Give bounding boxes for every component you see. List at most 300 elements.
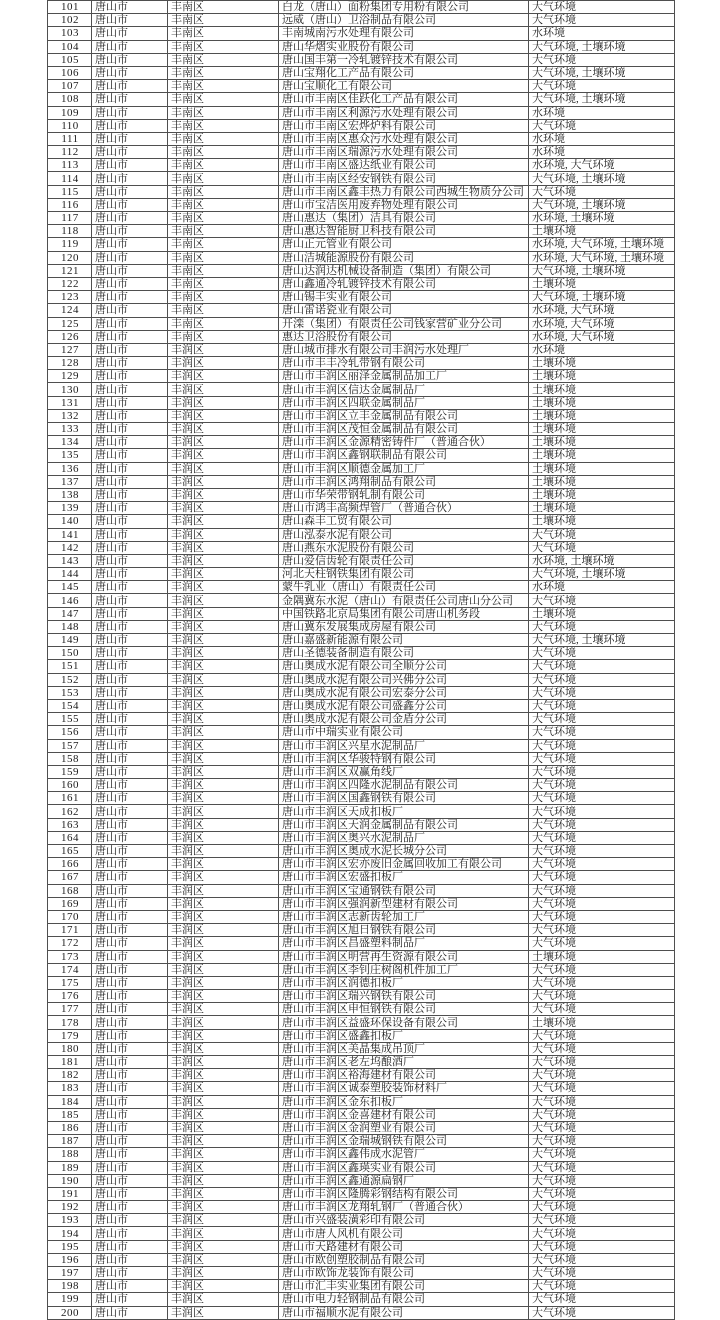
environment-category-cell: 土壤环境 — [529, 423, 675, 436]
environment-category-cell: 大气环境 — [529, 119, 675, 132]
company-name-cell: 唐山正元管业有限公司 — [279, 238, 529, 251]
environment-category-cell: 土壤环境 — [529, 370, 675, 383]
environment-category-cell: 土壤环境 — [529, 502, 675, 515]
row-number-cell: 190 — [48, 1174, 92, 1187]
city-cell: 唐山市 — [92, 304, 168, 317]
table-row — [48, 449, 675, 462]
row-number-cell: 117 — [48, 212, 92, 225]
company-name-cell: 唐山市丰润区诚泰塑胶装饰材料厂 — [279, 1082, 529, 1095]
environment-category-cell: 大气环境, 土壤环境 — [529, 93, 675, 106]
district-cell: 丰南区 — [168, 238, 279, 251]
district-cell: 丰润区 — [168, 1187, 279, 1200]
city-cell: 唐山市 — [92, 27, 168, 40]
city-cell: 唐山市 — [92, 423, 168, 436]
table-row — [48, 541, 675, 554]
environment-category-cell: 土壤环境 — [529, 277, 675, 290]
environment-category-cell: 大气环境 — [529, 53, 675, 66]
table-row — [48, 212, 675, 225]
row-number-cell: 179 — [48, 1029, 92, 1042]
company-name-cell: 唐山市丰润区志新齿轮加工厂 — [279, 910, 529, 923]
row-number-cell: 160 — [48, 779, 92, 792]
table-row — [48, 1280, 675, 1293]
district-cell: 丰润区 — [168, 488, 279, 501]
row-number-cell: 124 — [48, 304, 92, 317]
city-cell: 唐山市 — [92, 660, 168, 673]
district-cell: 丰润区 — [168, 357, 279, 370]
table-row — [48, 871, 675, 884]
city-cell: 唐山市 — [92, 449, 168, 462]
row-number-cell: 128 — [48, 357, 92, 370]
district-cell: 丰润区 — [168, 1253, 279, 1266]
district-cell: 丰润区 — [168, 765, 279, 778]
row-number-cell: 177 — [48, 1003, 92, 1016]
city-cell: 唐山市 — [92, 568, 168, 581]
company-name-cell: 唐山奥成水泥有限公司全顺分公司 — [279, 660, 529, 673]
row-number-cell: 184 — [48, 1095, 92, 1108]
company-name-cell: 唐山锡丰实业有限公司 — [279, 291, 529, 304]
table-row — [48, 647, 675, 660]
table-row — [48, 106, 675, 119]
district-cell: 丰润区 — [168, 726, 279, 739]
district-cell: 丰润区 — [168, 673, 279, 686]
row-number-cell: 192 — [48, 1201, 92, 1214]
environment-category-cell: 水环境, 大气环境, 土壤环境 — [529, 251, 675, 264]
environment-category-cell: 大气环境 — [529, 80, 675, 93]
environment-category-cell: 大气环境, 土壤环境 — [529, 264, 675, 277]
environment-category-cell: 大气环境, 土壤环境 — [529, 172, 675, 185]
city-cell: 唐山市 — [92, 937, 168, 950]
company-name-cell: 唐山市丰润区天成扣板厂 — [279, 805, 529, 818]
city-cell: 唐山市 — [92, 1135, 168, 1148]
row-number-cell: 178 — [48, 1016, 92, 1029]
environment-category-cell: 大气环境 — [529, 1069, 675, 1082]
city-cell: 唐山市 — [92, 1016, 168, 1029]
row-number-cell: 116 — [48, 198, 92, 211]
company-name-cell: 唐山达润达机械设备制造（集团）有限公司 — [279, 264, 529, 277]
city-cell: 唐山市 — [92, 515, 168, 528]
table-row — [48, 1227, 675, 1240]
company-name-cell: 唐山雷诺瓷业有限公司 — [279, 304, 529, 317]
city-cell: 唐山市 — [92, 963, 168, 976]
district-cell: 丰润区 — [168, 1214, 279, 1227]
district-cell: 丰润区 — [168, 607, 279, 620]
table-body — [48, 1, 675, 1320]
environment-category-cell: 土壤环境 — [529, 475, 675, 488]
row-number-cell: 167 — [48, 871, 92, 884]
table-row — [48, 845, 675, 858]
row-number-cell: 196 — [48, 1253, 92, 1266]
table-row — [48, 831, 675, 844]
district-cell: 丰南区 — [168, 159, 279, 172]
row-number-cell: 145 — [48, 581, 92, 594]
environment-category-cell: 大气环境 — [529, 990, 675, 1003]
environment-category-cell: 大气环境 — [529, 1121, 675, 1134]
table-row — [48, 897, 675, 910]
table-row — [48, 726, 675, 739]
city-cell: 唐山市 — [92, 699, 168, 712]
city-cell: 唐山市 — [92, 1003, 168, 1016]
environment-category-cell: 大气环境 — [529, 1187, 675, 1200]
district-cell: 丰润区 — [168, 475, 279, 488]
row-number-cell: 136 — [48, 462, 92, 475]
district-cell: 丰润区 — [168, 383, 279, 396]
district-cell: 丰润区 — [168, 423, 279, 436]
environment-category-cell: 土壤环境 — [529, 436, 675, 449]
district-cell: 丰南区 — [168, 146, 279, 159]
company-name-cell: 唐山市唐人风机有限公司 — [279, 1227, 529, 1240]
row-number-cell: 129 — [48, 370, 92, 383]
row-number-cell: 185 — [48, 1108, 92, 1121]
company-name-cell: 河北天柱钢铁集团有限公司 — [279, 568, 529, 581]
table-row — [48, 699, 675, 712]
row-number-cell: 153 — [48, 686, 92, 699]
row-number-cell: 180 — [48, 1042, 92, 1055]
city-cell: 唐山市 — [92, 990, 168, 1003]
environment-category-cell: 大气环境 — [529, 1, 675, 14]
table-row — [48, 858, 675, 871]
company-name-cell: 唐山市丰南区盛达纸业有限公司 — [279, 159, 529, 172]
district-cell: 丰润区 — [168, 699, 279, 712]
table-row — [48, 238, 675, 251]
row-number-cell: 132 — [48, 409, 92, 422]
environment-category-cell: 大气环境 — [529, 858, 675, 871]
environment-category-cell: 大气环境 — [529, 1267, 675, 1280]
row-number-cell: 161 — [48, 792, 92, 805]
table-row — [48, 80, 675, 93]
environment-category-cell: 大气环境 — [529, 686, 675, 699]
company-name-cell: 唐山市兴盛装潢彩印有限公司 — [279, 1214, 529, 1227]
city-cell: 唐山市 — [92, 818, 168, 831]
city-cell: 唐山市 — [92, 198, 168, 211]
city-cell: 唐山市 — [92, 845, 168, 858]
company-name-cell: 唐山市丰润区奥成水泥长城分公司 — [279, 845, 529, 858]
company-name-cell: 唐山市丰润区益盛环保设备有限公司 — [279, 1016, 529, 1029]
table-row — [48, 370, 675, 383]
company-name-cell: 唐山市丰丰冷轧带钢有限公司 — [279, 357, 529, 370]
company-name-cell: 唐山鑫通冷轧镀锌技术有限公司 — [279, 277, 529, 290]
district-cell: 丰润区 — [168, 515, 279, 528]
company-name-cell: 唐山市丰润区茂恒金属制品有限公司 — [279, 423, 529, 436]
company-name-cell: 唐山圣德装备制造有限公司 — [279, 647, 529, 660]
enterprise-environment-table — [47, 0, 675, 1320]
table-row — [48, 554, 675, 567]
district-cell: 丰润区 — [168, 1082, 279, 1095]
city-cell: 唐山市 — [92, 976, 168, 989]
company-name-cell: 唐山爱信齿轮有限责任公司 — [279, 554, 529, 567]
city-cell: 唐山市 — [92, 805, 168, 818]
company-name-cell: 唐山市欧饰龙装饰有限公司 — [279, 1267, 529, 1280]
company-name-cell: 唐山市鸿丰高频焊管厂（普通合伙） — [279, 502, 529, 515]
row-number-cell: 165 — [48, 845, 92, 858]
company-name-cell: 唐山燕东水泥股份有限公司 — [279, 541, 529, 554]
city-cell: 唐山市 — [92, 1095, 168, 1108]
company-name-cell: 唐山市丰润区盛鑫扣板厂 — [279, 1029, 529, 1042]
table-row — [48, 976, 675, 989]
row-number-cell: 123 — [48, 291, 92, 304]
city-cell: 唐山市 — [92, 212, 168, 225]
table-row — [48, 607, 675, 620]
environment-category-cell: 大气环境 — [529, 779, 675, 792]
environment-category-cell: 大气环境, 土壤环境 — [529, 66, 675, 79]
environment-category-cell: 大气环境 — [529, 845, 675, 858]
row-number-cell: 139 — [48, 502, 92, 515]
environment-category-cell: 大气环境 — [529, 14, 675, 27]
city-cell: 唐山市 — [92, 436, 168, 449]
district-cell: 丰南区 — [168, 277, 279, 290]
environment-category-cell: 大气环境 — [529, 673, 675, 686]
row-number-cell: 114 — [48, 172, 92, 185]
company-name-cell: 唐山市中瑞实业有限公司 — [279, 726, 529, 739]
district-cell: 丰润区 — [168, 1135, 279, 1148]
city-cell: 唐山市 — [92, 1240, 168, 1253]
city-cell: 唐山市 — [92, 752, 168, 765]
environment-category-cell: 大气环境 — [529, 660, 675, 673]
table-row — [48, 805, 675, 818]
row-number-cell: 197 — [48, 1267, 92, 1280]
city-cell: 唐山市 — [92, 146, 168, 159]
city-cell: 唐山市 — [92, 1227, 168, 1240]
company-name-cell: 唐山市丰润区国鑫钢铁有限公司 — [279, 792, 529, 805]
environment-category-cell: 大气环境 — [529, 1174, 675, 1187]
city-cell: 唐山市 — [92, 1161, 168, 1174]
environment-category-cell: 大气环境 — [529, 924, 675, 937]
company-name-cell: 唐山市丰润区鑫钢联制品有限公司 — [279, 449, 529, 462]
company-name-cell: 唐山市丰润区兴星水泥制品厂 — [279, 739, 529, 752]
district-cell: 丰南区 — [168, 80, 279, 93]
environment-category-cell: 土壤环境 — [529, 950, 675, 963]
city-cell: 唐山市 — [92, 620, 168, 633]
table-row — [48, 1029, 675, 1042]
environment-category-cell: 大气环境 — [529, 647, 675, 660]
enterprise-environment-table-wrap — [47, 0, 674, 1319]
city-cell: 唐山市 — [92, 53, 168, 66]
table-row — [48, 119, 675, 132]
row-number-cell: 111 — [48, 132, 92, 145]
district-cell: 丰润区 — [168, 739, 279, 752]
district-cell: 丰润区 — [168, 1108, 279, 1121]
environment-category-cell: 大气环境, 土壤环境 — [529, 40, 675, 53]
row-number-cell: 154 — [48, 699, 92, 712]
row-number-cell: 157 — [48, 739, 92, 752]
city-cell: 唐山市 — [92, 581, 168, 594]
row-number-cell: 137 — [48, 475, 92, 488]
table-row — [48, 462, 675, 475]
city-cell: 唐山市 — [92, 66, 168, 79]
company-name-cell: 唐山市丰润区立丰金属制品有限公司 — [279, 409, 529, 422]
district-cell: 丰南区 — [168, 27, 279, 40]
city-cell: 唐山市 — [92, 106, 168, 119]
district-cell: 丰润区 — [168, 1227, 279, 1240]
company-name-cell: 蒙牛乳业（唐山）有限责任公司 — [279, 581, 529, 594]
table-row — [48, 1267, 675, 1280]
environment-category-cell: 土壤环境 — [529, 607, 675, 620]
district-cell: 丰润区 — [168, 620, 279, 633]
company-name-cell: 唐山嘉盛新能源有限公司 — [279, 634, 529, 647]
row-number-cell: 142 — [48, 541, 92, 554]
environment-category-cell: 大气环境 — [529, 1280, 675, 1293]
city-cell: 唐山市 — [92, 225, 168, 238]
environment-category-cell: 大气环境 — [529, 1135, 675, 1148]
city-cell: 唐山市 — [92, 765, 168, 778]
table-row — [48, 291, 675, 304]
row-number-cell: 147 — [48, 607, 92, 620]
company-name-cell: 唐山市丰南区宏烨炉料有限公司 — [279, 119, 529, 132]
city-cell: 唐山市 — [92, 910, 168, 923]
environment-category-cell: 大气环境 — [529, 528, 675, 541]
company-name-cell: 唐山市欧创塑胶制品有限公司 — [279, 1253, 529, 1266]
table-row — [48, 93, 675, 106]
row-number-cell: 148 — [48, 620, 92, 633]
table-row — [48, 765, 675, 778]
company-name-cell: 唐山市丰润区瑞兴钢铁有限公司 — [279, 990, 529, 1003]
table-row — [48, 488, 675, 501]
district-cell: 丰润区 — [168, 897, 279, 910]
table-row — [48, 66, 675, 79]
row-number-cell: 155 — [48, 713, 92, 726]
company-name-cell: 远威（唐山）卫浴制品有限公司 — [279, 14, 529, 27]
city-cell: 唐山市 — [92, 1029, 168, 1042]
city-cell: 唐山市 — [92, 1121, 168, 1134]
district-cell: 丰润区 — [168, 1042, 279, 1055]
district-cell: 丰南区 — [168, 317, 279, 330]
city-cell: 唐山市 — [92, 726, 168, 739]
table-row — [48, 568, 675, 581]
district-cell: 丰南区 — [168, 185, 279, 198]
table-row — [48, 132, 675, 145]
environment-category-cell: 大气环境 — [529, 1161, 675, 1174]
table-row — [48, 1214, 675, 1227]
company-name-cell: 唐山惠达智能厨卫科技有限公司 — [279, 225, 529, 238]
company-name-cell: 唐山宝翔化工产品有限公司 — [279, 66, 529, 79]
company-name-cell: 唐山市丰润区昌盛塑料制品厂 — [279, 937, 529, 950]
row-number-cell: 105 — [48, 53, 92, 66]
city-cell: 唐山市 — [92, 1174, 168, 1187]
district-cell: 丰润区 — [168, 871, 279, 884]
company-name-cell: 唐山市丰润区天润金属制品有限公司 — [279, 818, 529, 831]
environment-category-cell: 大气环境 — [529, 594, 675, 607]
district-cell: 丰润区 — [168, 541, 279, 554]
company-name-cell: 唐山市丰润区宏盛扣板厂 — [279, 871, 529, 884]
city-cell: 唐山市 — [92, 713, 168, 726]
company-name-cell: 唐山宝顺化工有限公司 — [279, 80, 529, 93]
district-cell: 丰润区 — [168, 910, 279, 923]
company-name-cell: 唐山市丰南区瑞源污水处理有限公司 — [279, 146, 529, 159]
company-name-cell: 唐山市丰润区美晶集成吊顶厂 — [279, 1042, 529, 1055]
district-cell: 丰润区 — [168, 1148, 279, 1161]
environment-category-cell: 水环境, 大气环境, 土壤环境 — [529, 238, 675, 251]
table-row — [48, 304, 675, 317]
city-cell: 唐山市 — [92, 251, 168, 264]
row-number-cell: 107 — [48, 80, 92, 93]
row-number-cell: 122 — [48, 277, 92, 290]
environment-category-cell: 水环境 — [529, 132, 675, 145]
table-row — [48, 634, 675, 647]
city-cell: 唐山市 — [92, 132, 168, 145]
city-cell: 唐山市 — [92, 739, 168, 752]
district-cell: 丰润区 — [168, 634, 279, 647]
district-cell: 丰南区 — [168, 53, 279, 66]
table-row — [48, 1135, 675, 1148]
row-number-cell: 133 — [48, 423, 92, 436]
table-row — [48, 1003, 675, 1016]
environment-category-cell: 土壤环境 — [529, 515, 675, 528]
company-name-cell: 唐山市福顺水泥有限公司 — [279, 1306, 529, 1319]
district-cell: 丰润区 — [168, 396, 279, 409]
district-cell: 丰南区 — [168, 93, 279, 106]
row-number-cell: 174 — [48, 963, 92, 976]
city-cell: 唐山市 — [92, 1108, 168, 1121]
city-cell: 唐山市 — [92, 119, 168, 132]
district-cell: 丰润区 — [168, 1240, 279, 1253]
company-name-cell: 唐山市丰润区鑫通源扁钢厂 — [279, 1174, 529, 1187]
district-cell: 丰南区 — [168, 198, 279, 211]
company-name-cell: 开滦（集团）有限责任公司钱家营矿业分公司 — [279, 317, 529, 330]
district-cell: 丰润区 — [168, 1029, 279, 1042]
row-number-cell: 151 — [48, 660, 92, 673]
table-row — [48, 159, 675, 172]
company-name-cell: 唐山市丰润区双赢角线厂 — [279, 765, 529, 778]
table-row — [48, 1201, 675, 1214]
city-cell: 唐山市 — [92, 238, 168, 251]
environment-category-cell: 水环境 — [529, 106, 675, 119]
environment-category-cell: 土壤环境 — [529, 462, 675, 475]
city-cell: 唐山市 — [92, 159, 168, 172]
environment-category-cell: 大气环境 — [529, 699, 675, 712]
district-cell: 丰润区 — [168, 1267, 279, 1280]
row-number-cell: 101 — [48, 1, 92, 14]
company-name-cell: 唐山市丰南区鑫丰热力有限公司西城生物质分公司 — [279, 185, 529, 198]
city-cell: 唐山市 — [92, 80, 168, 93]
environment-category-cell: 大气环境 — [529, 1227, 675, 1240]
row-number-cell: 144 — [48, 568, 92, 581]
environment-category-cell: 大气环境 — [529, 1253, 675, 1266]
district-cell: 丰润区 — [168, 462, 279, 475]
company-name-cell: 唐山市丰润区四联金属制品厂 — [279, 396, 529, 409]
table-row — [48, 594, 675, 607]
district-cell: 丰润区 — [168, 713, 279, 726]
environment-category-cell: 大气环境 — [529, 910, 675, 923]
environment-category-cell: 大气环境 — [529, 831, 675, 844]
table-row — [48, 277, 675, 290]
table-row — [48, 884, 675, 897]
environment-category-cell: 大气环境 — [529, 937, 675, 950]
district-cell: 丰南区 — [168, 330, 279, 343]
district-cell: 丰润区 — [168, 647, 279, 660]
table-row — [48, 185, 675, 198]
company-name-cell: 唐山市丰润区丽泽金属制品加工厂 — [279, 370, 529, 383]
table-row — [48, 686, 675, 699]
table-row — [48, 264, 675, 277]
environment-category-cell: 土壤环境 — [529, 488, 675, 501]
environment-category-cell: 大气环境 — [529, 1056, 675, 1069]
environment-category-cell: 大气环境 — [529, 739, 675, 752]
district-cell: 丰润区 — [168, 779, 279, 792]
district-cell: 丰润区 — [168, 1174, 279, 1187]
row-number-cell: 181 — [48, 1056, 92, 1069]
row-number-cell: 118 — [48, 225, 92, 238]
district-cell: 丰润区 — [168, 937, 279, 950]
environment-category-cell: 大气环境 — [529, 897, 675, 910]
company-name-cell: 唐山洁城能源股份有限公司 — [279, 251, 529, 264]
table-row — [48, 660, 675, 673]
table-row — [48, 673, 675, 686]
table-row — [48, 1253, 675, 1266]
table-row — [48, 910, 675, 923]
environment-category-cell: 大气环境 — [529, 1042, 675, 1055]
city-cell: 唐山市 — [92, 647, 168, 660]
environment-category-cell: 大气环境 — [529, 963, 675, 976]
district-cell: 丰润区 — [168, 1161, 279, 1174]
